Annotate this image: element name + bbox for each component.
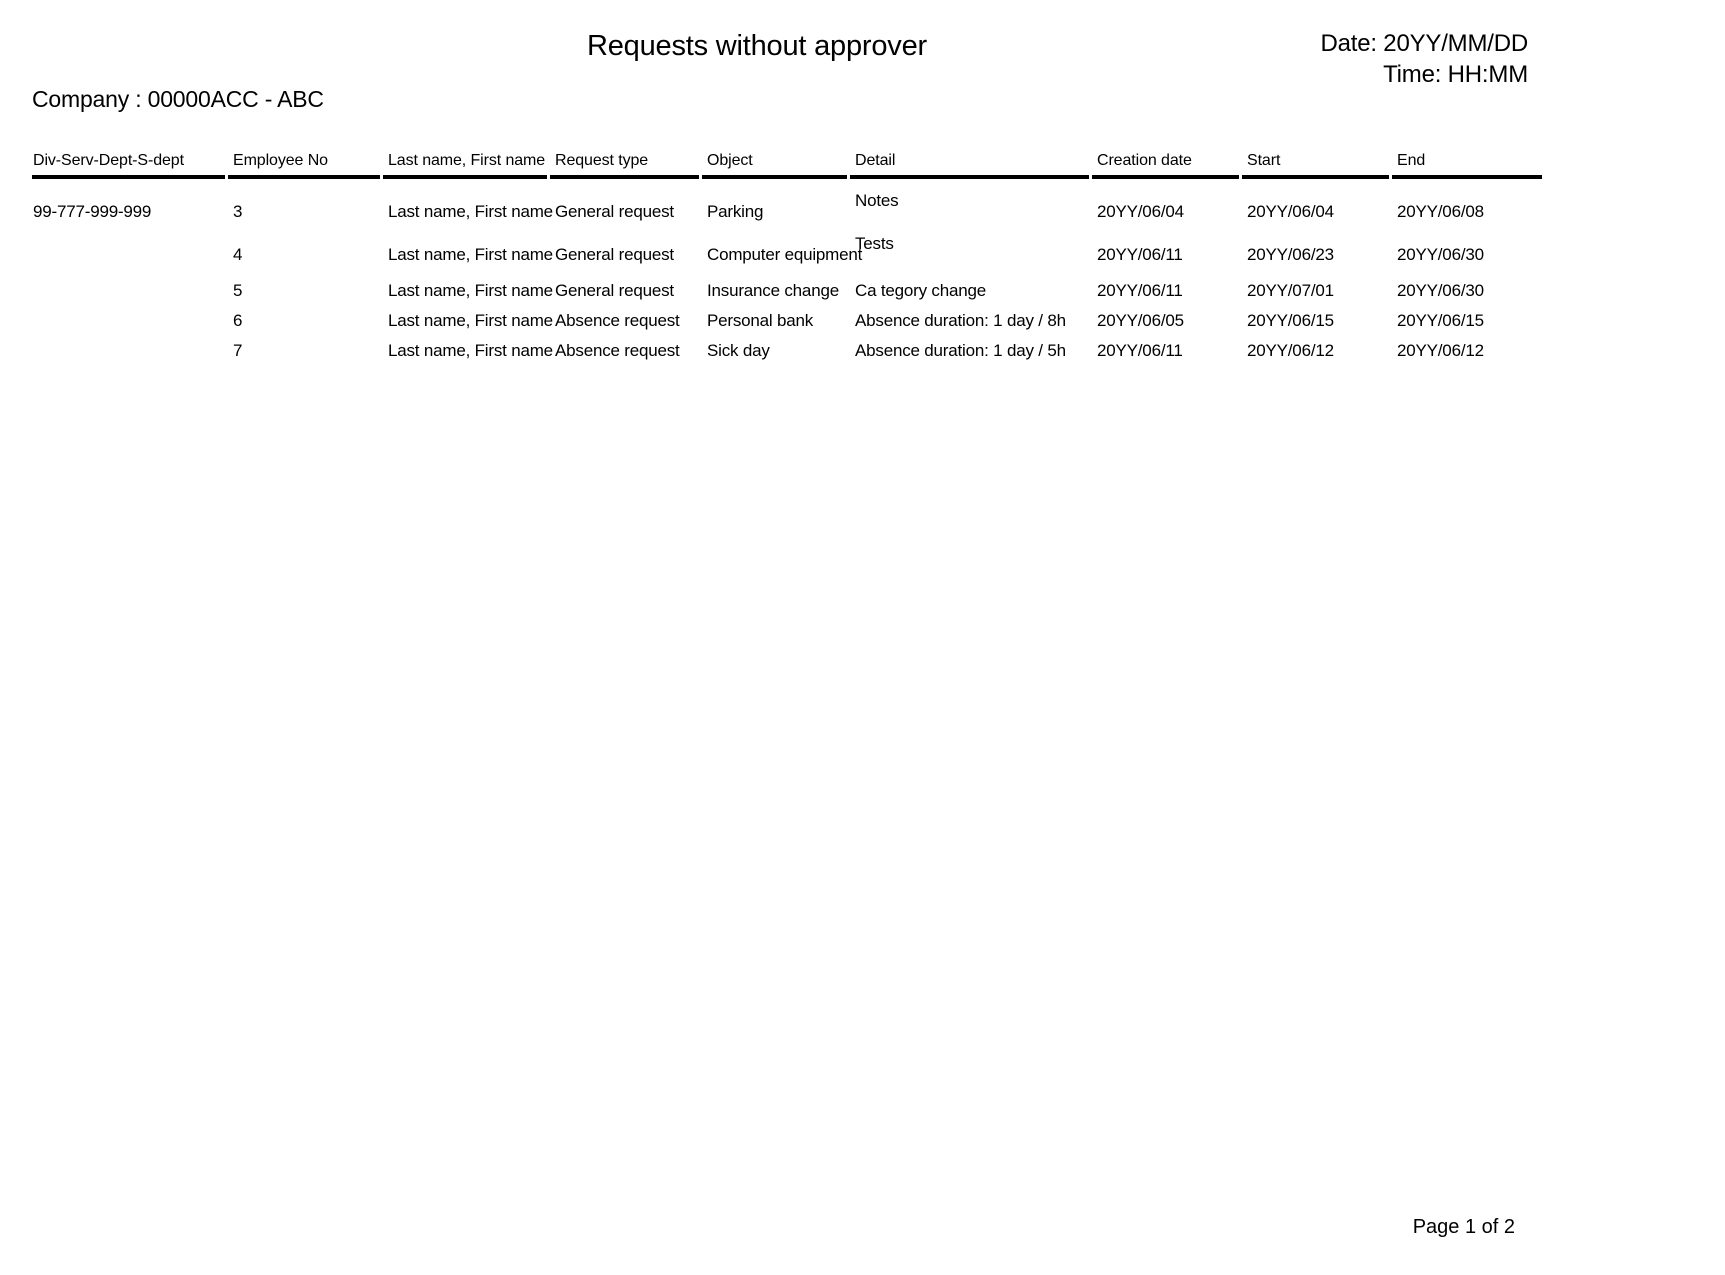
cell-type: Absence request	[555, 311, 680, 330]
cell-detail: Notes	[855, 191, 899, 210]
cell-dept	[32, 276, 228, 306]
report-time: Time: HH:MM	[1383, 61, 1528, 88]
cell-dept	[32, 306, 228, 336]
cell-employee: 4	[233, 244, 243, 264]
column-header-dept: Div-Serv-Dept-S-dept	[32, 152, 225, 179]
cell-dept	[32, 233, 228, 276]
cell-object: Computer equipment	[707, 244, 863, 264]
table-row	[32, 233, 1542, 276]
column-header-start: Start	[1242, 152, 1389, 179]
column-header-type: Request type	[550, 152, 699, 179]
cell-type: General request	[555, 201, 674, 221]
column-header-name: Last name, First name	[383, 152, 547, 179]
cell-start: 20YY/06/12	[1247, 341, 1334, 360]
cell-type: General request	[555, 281, 674, 300]
cell-detail: Absence duration: 1 day / 5h	[855, 341, 1066, 360]
cell-created: 20YY/06/04	[1097, 201, 1184, 221]
report-title: Requests without approver	[587, 30, 927, 62]
cell-end: 20YY/06/12	[1397, 341, 1484, 360]
column-header-created: Creation date	[1092, 152, 1239, 179]
report-date: Date: 20YY/MM/DD	[1320, 30, 1528, 57]
cell-name: Last name, First name	[388, 244, 553, 264]
cell-dept	[32, 336, 228, 366]
requests-table	[32, 136, 1542, 366]
cell-start: 20YY/06/15	[1247, 311, 1334, 330]
cell-name: Last name, First name	[388, 281, 553, 300]
cell-end: 20YY/06/30	[1397, 244, 1484, 264]
cell-dept: 99-777-999-999	[33, 201, 152, 221]
cell-employee: 3	[233, 201, 243, 221]
cell-start: 20YY/07/01	[1247, 281, 1334, 300]
cell-object: Personal bank	[707, 311, 814, 330]
table-header-row	[32, 136, 1542, 179]
column-header-detail: Detail	[850, 152, 1089, 179]
cell-object: Parking	[707, 201, 764, 221]
table-row	[32, 276, 1542, 306]
table-row	[32, 306, 1542, 336]
cell-detail: Tests	[855, 234, 894, 253]
cell-object: Sick day	[707, 341, 770, 360]
column-header-employee: Employee No	[228, 152, 380, 179]
cell-type: General request	[555, 244, 674, 264]
cell-employee: 5	[233, 281, 243, 300]
cell-detail: Absence duration: 1 day / 8h	[855, 311, 1066, 330]
cell-created: 20YY/06/11	[1097, 281, 1183, 300]
cell-created: 20YY/06/11	[1097, 341, 1183, 360]
cell-name: Last name, First name	[388, 341, 553, 360]
table-row	[32, 190, 1542, 233]
cell-created: 20YY/06/11	[1097, 244, 1183, 264]
table-row	[32, 336, 1542, 366]
column-header-object: Object	[702, 152, 847, 179]
cell-detail: Ca tegory change	[855, 281, 986, 300]
company-label: Company : 00000ACC - ABC	[32, 86, 324, 112]
cell-name: Last name, First name	[388, 311, 553, 330]
cell-object: Insurance change	[707, 281, 839, 300]
cell-end: 20YY/06/15	[1397, 311, 1484, 330]
cell-type: Absence request	[555, 341, 680, 360]
cell-name: Last name, First name	[388, 201, 553, 221]
page-indicator: Page 1 of 2	[1412, 1216, 1515, 1238]
cell-employee: 6	[233, 311, 243, 330]
cell-created: 20YY/06/05	[1097, 311, 1184, 330]
column-header-end: End	[1392, 152, 1542, 179]
cell-end: 20YY/06/08	[1397, 201, 1484, 221]
report-meta	[1320, 28, 1528, 90]
cell-start: 20YY/06/23	[1247, 244, 1334, 264]
cell-end: 20YY/06/30	[1397, 281, 1484, 300]
cell-start: 20YY/06/04	[1247, 201, 1334, 221]
cell-employee: 7	[233, 341, 243, 360]
